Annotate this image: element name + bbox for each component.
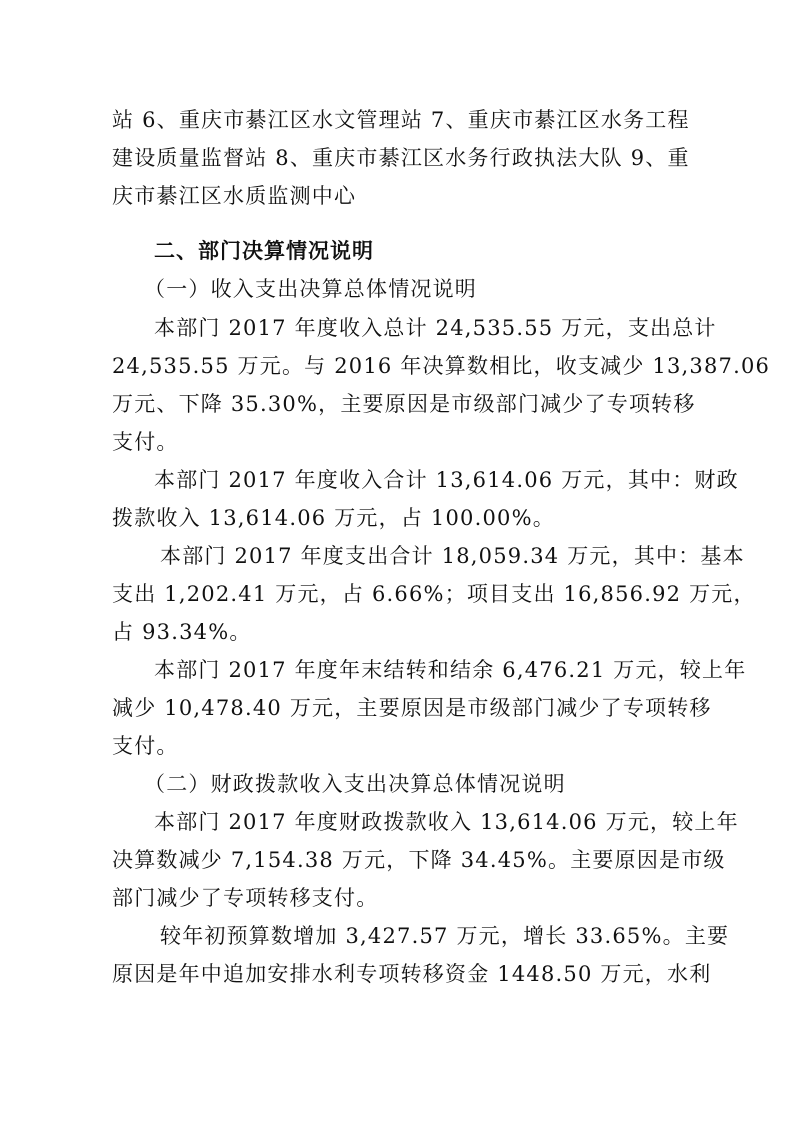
body-text-line: 本部门 2017 年度收入合计 13,614.06 万元，其中：财政 — [154, 468, 739, 492]
subsection-heading: （二）财政拨款收入支出决算总体情况说明 — [144, 772, 566, 796]
body-text-line: 较年初预算数增加 3,427.57 万元，增长 33.65%。主要 — [160, 924, 730, 948]
body-text-line: 支出 1,202.41 万元，占 6.66%；项目支出 16,856.92 万元， — [112, 582, 756, 606]
body-text-line: 本部门 2017 年度年末结转和结余 6,476.21 万元，较上年 — [154, 658, 747, 682]
body-text-line: 占 93.34%。 — [112, 620, 252, 644]
body-text-line: 站 6、重庆市綦江区水文管理站 7、重庆市綦江区水务工程 — [112, 108, 690, 132]
section-heading: 二、部门决算情况说明 — [154, 239, 374, 263]
body-text-line: 部门减少了专项转移支付。 — [112, 886, 379, 910]
body-text-line: 本部门 2017 年度收入总计 24,535.55 万元，支出总计 — [154, 316, 717, 340]
body-text-line: 本部门 2017 年度财政拨款收入 13,614.06 万元，较上年 — [154, 810, 739, 834]
body-text-line: 支付。 — [112, 430, 179, 454]
body-text-line: 原因是年中追加安排水利专项转移资金 1448.50 万元，水利 — [112, 962, 712, 986]
subsection-heading: （一）收入支出决算总体情况说明 — [144, 277, 477, 301]
body-text-line: 庆市綦江区水质监测中心 — [112, 184, 357, 208]
body-text-line: 拨款收入 13,614.06 万元，占 100.00%。 — [112, 506, 555, 530]
body-text-line: 建设质量监督站 8、重庆市綦江区水务行政执法大队 9、重 — [112, 146, 690, 170]
body-text-line: 本部门 2017 年度支出合计 18,059.34 万元，其中：基本 — [160, 544, 745, 568]
body-text-line: 决算数减少 7,154.38 万元，下降 34.45%。主要原因是市级 — [112, 848, 726, 872]
body-text-line: 24,535.55 万元。与 2016 年决算数相比，收支减少 13,387.06 — [112, 354, 771, 378]
body-text-line: 减少 10,478.40 万元，主要原因是市级部门减少了专项转移 — [112, 696, 712, 720]
body-text-line: 支付。 — [112, 734, 179, 758]
body-text-line: 万元、下降 35.30%，主要原因是市级部门减少了专项转移 — [112, 392, 696, 416]
